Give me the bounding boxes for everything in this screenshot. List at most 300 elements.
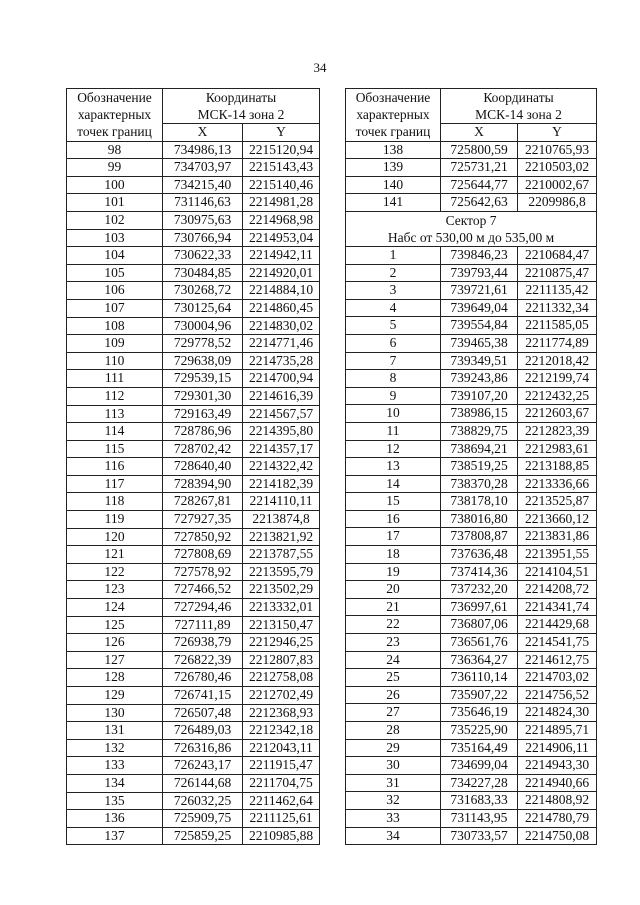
y-coordinate-cell: 2213332,01 [243,599,320,617]
point-number-cell: 128 [67,669,163,687]
y-coordinate-cell: 2211462,64 [243,792,320,810]
table-row [346,686,597,704]
table-row [67,282,320,300]
x-coordinate-cell: 737636,48 [441,546,518,564]
table-row [346,722,597,740]
table-row [346,440,597,458]
x-coordinate-cell: 738016,80 [441,510,518,528]
point-number-cell: 12 [346,440,441,458]
point-number-cell: 116 [67,458,163,476]
y-coordinate-cell: 2214824,30 [518,704,597,722]
point-number-cell: 25 [346,669,441,687]
header-point-designation: Обозначение характерных точек границ [67,89,163,142]
point-number-cell: 137 [67,827,163,845]
x-coordinate-cell: 739349,51 [441,352,518,370]
table-row [67,599,320,617]
x-coordinate-cell: 738370,28 [441,475,518,493]
x-coordinate-cell: 726316,86 [163,739,243,757]
table-row [67,317,320,335]
table-row [67,440,320,458]
y-coordinate-cell: 2214780,79 [518,809,597,827]
y-coordinate-cell: 2215140,46 [243,176,320,194]
table-row [346,352,597,370]
table-row [67,774,320,792]
x-coordinate-cell: 728786,96 [163,423,243,441]
table-row [346,159,597,177]
point-number-cell: 122 [67,563,163,581]
x-coordinate-cell: 735164,49 [441,739,518,757]
x-coordinate-cell: 726741,15 [163,687,243,705]
table-row [346,176,597,194]
x-coordinate-cell: 738829,75 [441,422,518,440]
point-number-cell: 132 [67,739,163,757]
table-row [67,387,320,405]
table-row [346,669,597,687]
y-coordinate-cell: 2214943,30 [518,757,597,775]
y-coordinate-cell: 2214322,42 [243,458,320,476]
point-number-cell: 19 [346,563,441,581]
point-number-cell: 8 [346,370,441,388]
point-number-cell: 98 [67,141,163,159]
table-row [346,141,597,159]
x-coordinate-cell: 739465,38 [441,334,518,352]
y-coordinate-cell: 2214884,10 [243,282,320,300]
table-row [346,370,597,388]
table-row [346,246,597,264]
table-row [67,757,320,775]
sector-caption [346,211,597,246]
left-table-body [67,141,320,845]
point-number-cell: 13 [346,458,441,476]
table-row [67,352,320,370]
table-row [67,634,320,652]
x-coordinate-cell: 730484,85 [163,264,243,282]
y-coordinate-cell: 2210985,88 [243,827,320,845]
point-number-cell: 110 [67,352,163,370]
table-row [346,299,597,317]
point-number-cell: 11 [346,422,441,440]
y-coordinate-cell: 2211585,05 [518,317,597,335]
point-number-cell: 131 [67,722,163,740]
y-coordinate-cell: 2212043,11 [243,739,320,757]
point-number-cell: 9 [346,387,441,405]
y-coordinate-cell: 2214182,39 [243,475,320,493]
table-row [67,810,320,828]
x-coordinate-cell: 734703,97 [163,159,243,177]
y-coordinate-cell: 2214616,39 [243,387,320,405]
point-number-cell: 103 [67,229,163,247]
point-number-cell: 119 [67,511,163,529]
x-coordinate-cell: 727111,89 [163,616,243,634]
sector-title: Сектор 7 [445,212,497,228]
x-coordinate-cell: 739107,20 [441,387,518,405]
x-coordinate-cell: 726780,46 [163,669,243,687]
point-number-cell: 22 [346,616,441,634]
table-row [346,528,597,546]
point-number-cell: 29 [346,739,441,757]
point-number-cell: 138 [346,141,441,159]
y-coordinate-cell: 2213874,8 [243,511,320,529]
point-number-cell: 130 [67,704,163,722]
x-coordinate-cell: 725642,63 [441,194,518,212]
y-coordinate-cell: 2212702,49 [243,687,320,705]
x-coordinate-cell: 737808,87 [441,528,518,546]
table-row [67,176,320,194]
y-coordinate-cell: 2214341,74 [518,598,597,616]
table-row [67,458,320,476]
table-row [346,704,597,722]
y-coordinate-cell: 2212018,42 [518,352,597,370]
x-coordinate-cell: 727927,35 [163,511,243,529]
x-coordinate-cell: 738694,21 [441,440,518,458]
x-coordinate-cell: 738519,25 [441,458,518,476]
x-coordinate-cell: 736997,61 [441,598,518,616]
table-row [346,581,597,599]
point-number-cell: 21 [346,598,441,616]
point-number-cell: 105 [67,264,163,282]
y-coordinate-cell: 2214830,02 [243,317,320,335]
x-coordinate-cell: 728702,42 [163,440,243,458]
point-number-cell: 117 [67,475,163,493]
table-row [67,211,320,229]
point-number-cell: 127 [67,651,163,669]
point-number-cell: 7 [346,352,441,370]
table-row [67,370,320,388]
y-coordinate-cell: 2210002,67 [518,176,597,194]
x-coordinate-cell: 729539,15 [163,370,243,388]
y-coordinate-cell: 2212946,25 [243,634,320,652]
y-coordinate-cell: 2214940,66 [518,774,597,792]
x-coordinate-cell: 731146,63 [163,194,243,212]
table-row [346,827,597,845]
y-coordinate-cell: 2211774,89 [518,334,597,352]
y-coordinate-cell: 2212368,93 [243,704,320,722]
x-coordinate-cell: 731143,95 [441,809,518,827]
y-coordinate-cell: 2214953,04 [243,229,320,247]
point-number-cell: 6 [346,334,441,352]
header-x: X [163,124,243,142]
point-number-cell: 99 [67,159,163,177]
point-number-cell: 27 [346,704,441,722]
table-row [67,264,320,282]
table-row [346,194,597,212]
table-row [346,757,597,775]
y-coordinate-cell: 2214357,17 [243,440,320,458]
table-row [67,299,320,317]
x-coordinate-cell: 725731,21 [441,159,518,177]
x-coordinate-cell: 730733,57 [441,827,518,845]
x-coordinate-cell: 726243,17 [163,757,243,775]
point-number-cell: 108 [67,317,163,335]
y-coordinate-cell: 2214808,92 [518,792,597,810]
point-number-cell: 123 [67,581,163,599]
table-row [67,141,320,159]
table-row [67,493,320,511]
x-coordinate-cell: 730766,94 [163,229,243,247]
x-coordinate-cell: 730622,33 [163,247,243,265]
table-row [346,282,597,300]
table-row [67,229,320,247]
y-coordinate-cell: 2214208,72 [518,581,597,599]
x-coordinate-cell: 734227,28 [441,774,518,792]
table-row [346,458,597,476]
point-number-cell: 133 [67,757,163,775]
point-number-cell: 1 [346,246,441,264]
x-coordinate-cell: 730004,96 [163,317,243,335]
point-number-cell: 4 [346,299,441,317]
x-coordinate-cell: 726507,48 [163,704,243,722]
y-coordinate-cell: 2214860,45 [243,299,320,317]
x-coordinate-cell: 739554,84 [441,317,518,335]
y-coordinate-cell: 2212199,74 [518,370,597,388]
table-row [67,739,320,757]
y-coordinate-cell: 2209986,8 [518,194,597,212]
table-row [67,581,320,599]
y-coordinate-cell: 2210875,47 [518,264,597,282]
x-coordinate-cell: 727850,92 [163,528,243,546]
point-number-cell: 34 [346,827,441,845]
y-coordinate-cell: 2214920,01 [243,264,320,282]
point-number-cell: 139 [346,159,441,177]
point-number-cell: 114 [67,423,163,441]
sector-subtitle: Набс от 530,00 м до 535,00 м [387,229,555,245]
table-row [67,423,320,441]
y-coordinate-cell: 2214395,80 [243,423,320,441]
y-coordinate-cell: 2214942,11 [243,247,320,265]
y-coordinate-cell: 2212807,83 [243,651,320,669]
x-coordinate-cell: 725859,25 [163,827,243,845]
point-number-cell: 33 [346,809,441,827]
point-number-cell: 125 [67,616,163,634]
x-coordinate-cell: 739243,86 [441,370,518,388]
table-row [346,317,597,335]
table-row [346,334,597,352]
point-number-cell: 115 [67,440,163,458]
point-number-cell: 3 [346,282,441,300]
x-coordinate-cell: 734699,04 [441,757,518,775]
point-number-cell: 111 [67,370,163,388]
point-number-cell: 101 [67,194,163,212]
header-point-designation: Обозначение характерных точек границ [346,89,441,142]
point-number-cell: 140 [346,176,441,194]
x-coordinate-cell: 730125,64 [163,299,243,317]
table-row [346,510,597,528]
table-row [67,546,320,564]
y-coordinate-cell: 2214110,11 [243,493,320,511]
x-coordinate-cell: 726938,79 [163,634,243,652]
y-coordinate-cell: 2212823,39 [518,422,597,440]
table-row [346,405,597,423]
x-coordinate-cell: 737232,20 [441,581,518,599]
y-coordinate-cell: 2212342,18 [243,722,320,740]
point-number-cell: 113 [67,405,163,423]
y-coordinate-cell: 2214735,28 [243,352,320,370]
table-row [346,651,597,669]
table-row [67,563,320,581]
y-coordinate-cell: 2210503,02 [518,159,597,177]
y-coordinate-cell: 2214429,68 [518,616,597,634]
point-number-cell: 112 [67,387,163,405]
y-coordinate-cell: 2213150,47 [243,616,320,634]
point-number-cell: 124 [67,599,163,617]
table-row [67,335,320,353]
y-coordinate-cell: 2211135,42 [518,282,597,300]
y-coordinate-cell: 2211704,75 [243,774,320,792]
y-coordinate-cell: 2213831,86 [518,528,597,546]
x-coordinate-cell: 726822,39 [163,651,243,669]
table-row [346,563,597,581]
header-x: X [441,124,518,142]
point-number-cell: 118 [67,493,163,511]
y-coordinate-cell: 2213502,29 [243,581,320,599]
x-coordinate-cell: 730268,72 [163,282,243,300]
point-number-cell: 16 [346,510,441,528]
y-coordinate-cell: 2214703,02 [518,669,597,687]
table-row [346,809,597,827]
point-number-cell: 136 [67,810,163,828]
x-coordinate-cell: 738986,15 [441,405,518,423]
x-coordinate-cell: 725800,59 [441,141,518,159]
y-coordinate-cell: 2214756,52 [518,686,597,704]
y-coordinate-cell: 2210765,93 [518,141,597,159]
table-row [67,405,320,423]
y-coordinate-cell: 2212432,25 [518,387,597,405]
point-number-cell: 24 [346,651,441,669]
header-y: Y [518,124,597,142]
y-coordinate-cell: 2214541,75 [518,634,597,652]
x-coordinate-cell: 727466,52 [163,581,243,599]
point-number-cell: 26 [346,686,441,704]
x-coordinate-cell: 727294,46 [163,599,243,617]
x-coordinate-cell: 734986,13 [163,141,243,159]
x-coordinate-cell: 736110,14 [441,669,518,687]
x-coordinate-cell: 731683,33 [441,792,518,810]
point-number-cell: 30 [346,757,441,775]
x-coordinate-cell: 727578,92 [163,563,243,581]
point-number-cell: 23 [346,634,441,652]
point-number-cell: 28 [346,722,441,740]
table-row [67,159,320,177]
point-number-cell: 32 [346,792,441,810]
x-coordinate-cell: 739793,44 [441,264,518,282]
y-coordinate-cell: 2213188,85 [518,458,597,476]
point-number-cell: 17 [346,528,441,546]
header-coordinates: Координаты МСК-14 зона 2 [163,89,320,124]
y-coordinate-cell: 2214771,46 [243,335,320,353]
point-number-cell: 129 [67,687,163,705]
x-coordinate-cell: 729163,49 [163,405,243,423]
y-coordinate-cell: 2211125,61 [243,810,320,828]
table-row [346,546,597,564]
y-coordinate-cell: 2214700,94 [243,370,320,388]
x-coordinate-cell: 739721,61 [441,282,518,300]
x-coordinate-cell: 737414,36 [441,563,518,581]
x-coordinate-cell: 730975,63 [163,211,243,229]
y-coordinate-cell: 2212983,61 [518,440,597,458]
header-coordinates: Координаты МСК-14 зона 2 [441,89,597,124]
x-coordinate-cell: 735907,22 [441,686,518,704]
x-coordinate-cell: 728640,40 [163,458,243,476]
table-row [346,387,597,405]
point-number-cell: 5 [346,317,441,335]
table-row [67,827,320,845]
y-coordinate-cell: 2213787,55 [243,546,320,564]
y-coordinate-cell: 2211332,34 [518,299,597,317]
point-number-cell: 109 [67,335,163,353]
table-row [346,739,597,757]
x-coordinate-cell: 726144,68 [163,774,243,792]
x-coordinate-cell: 735225,90 [441,722,518,740]
table-row [67,792,320,810]
y-coordinate-cell: 2214906,11 [518,739,597,757]
point-number-cell: 126 [67,634,163,652]
point-number-cell: 106 [67,282,163,300]
y-coordinate-cell: 2213595,79 [243,563,320,581]
table-row [346,598,597,616]
table-row [67,722,320,740]
y-coordinate-cell: 2214895,71 [518,722,597,740]
table-row [346,634,597,652]
table-row [67,247,320,265]
y-coordinate-cell: 2214612,75 [518,651,597,669]
x-coordinate-cell: 729301,30 [163,387,243,405]
header-y: Y [243,124,320,142]
table-row [67,616,320,634]
table-row [67,704,320,722]
point-number-cell: 135 [67,792,163,810]
x-coordinate-cell: 736561,76 [441,634,518,652]
point-number-cell: 14 [346,475,441,493]
point-number-cell: 120 [67,528,163,546]
x-coordinate-cell: 736807,06 [441,616,518,634]
x-coordinate-cell: 729638,09 [163,352,243,370]
x-coordinate-cell: 736364,27 [441,651,518,669]
page-number: 34 [313,60,327,75]
coordinates-table-left [66,88,320,845]
table-row [67,511,320,529]
y-coordinate-cell: 2215143,43 [243,159,320,177]
coordinates-table-right [345,88,597,845]
point-number-cell: 100 [67,176,163,194]
right-table-body-top [346,141,597,211]
table-row [346,264,597,282]
x-coordinate-cell: 729778,52 [163,335,243,353]
point-number-cell: 107 [67,299,163,317]
x-coordinate-cell: 735646,19 [441,704,518,722]
point-number-cell: 18 [346,546,441,564]
x-coordinate-cell: 726032,25 [163,792,243,810]
point-number-cell: 31 [346,774,441,792]
table-row [346,475,597,493]
table-row [67,651,320,669]
point-number-cell: 102 [67,211,163,229]
y-coordinate-cell: 2213336,66 [518,475,597,493]
y-coordinate-cell: 2210684,47 [518,246,597,264]
y-coordinate-cell: 2213660,12 [518,510,597,528]
x-coordinate-cell: 734215,40 [163,176,243,194]
sector-block [346,211,597,246]
y-coordinate-cell: 2211915,47 [243,757,320,775]
y-coordinate-cell: 2213821,92 [243,528,320,546]
y-coordinate-cell: 2214104,51 [518,563,597,581]
table-row [346,422,597,440]
y-coordinate-cell: 2214567,57 [243,405,320,423]
point-number-cell: 15 [346,493,441,511]
right-table-body-bottom [346,246,597,844]
table-row [346,792,597,810]
table-row [67,528,320,546]
point-number-cell: 2 [346,264,441,282]
